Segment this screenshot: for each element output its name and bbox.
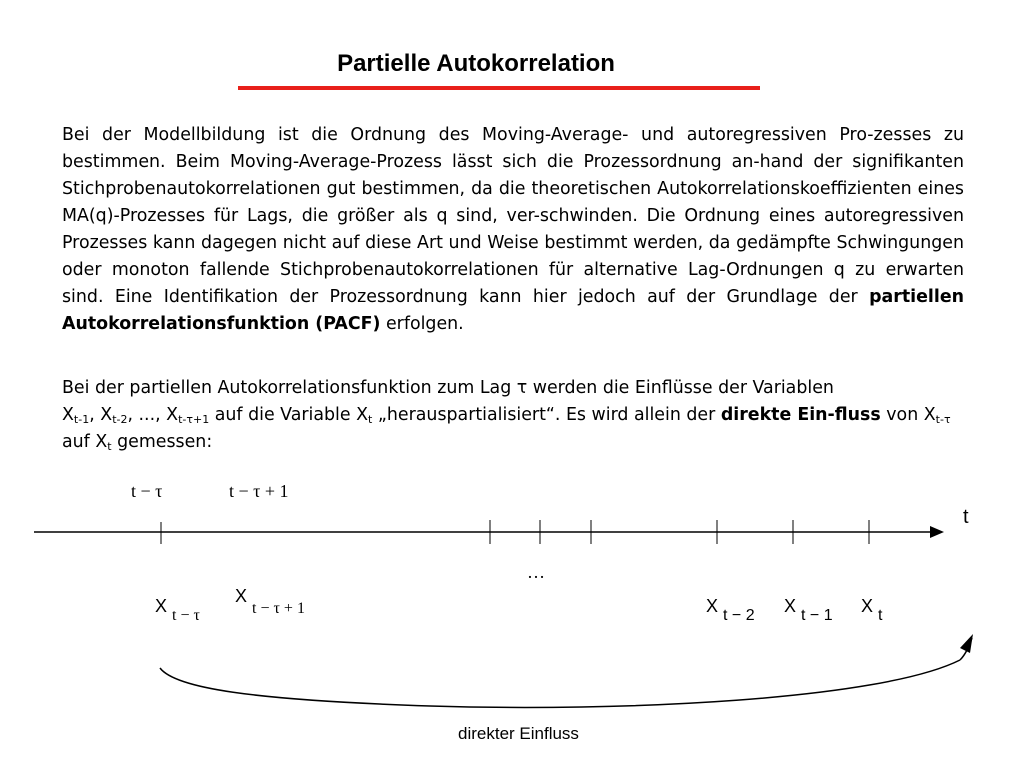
p2-sub-4: t <box>368 413 373 426</box>
p2-text-4: von X <box>880 405 936 425</box>
p2-sub-1: t-1 <box>73 413 90 426</box>
var-label-x-t-minus-tau <box>155 596 200 624</box>
var-sub: t − 2 <box>723 607 755 624</box>
var-x: X <box>706 596 719 616</box>
p2-text-6: gemessen: <box>111 432 213 452</box>
top-label-t-minus-tau: t − τ <box>131 481 163 501</box>
var-x: X <box>155 596 168 616</box>
p2-text-2: auf die Variable X <box>209 405 369 425</box>
ellipsis: … <box>527 562 545 582</box>
direct-influence-arc <box>160 660 960 707</box>
p2-sub-5: t-τ <box>935 413 951 426</box>
p2-sub-6: t <box>107 440 112 453</box>
p2-sep-2: , ..., X <box>127 405 179 425</box>
page-title: Partielle Autokorrelation <box>337 50 615 77</box>
var-label-x-t <box>861 596 883 624</box>
p2-text-1: Bei der partiellen Autokorrelationsfunktion zum Lag τ werden die Einflüsse der Variablen <box>62 378 834 398</box>
var-sub: t <box>878 607 883 624</box>
var-x: X <box>235 586 248 606</box>
var-label-x-t-minus-tau-plus-1 <box>235 586 305 617</box>
var-x: X <box>861 596 874 616</box>
var-sub: t − 1 <box>801 607 833 624</box>
arc-label: direkter Einfluss <box>458 724 579 743</box>
time-axis-arrowhead <box>930 526 944 538</box>
p2-x: X <box>62 405 74 425</box>
var-sub: t − τ <box>172 607 200 624</box>
axis-label-t: t <box>963 506 969 528</box>
paragraph-intro-bold: partiellen Autokorrelationsfunktion (PACF) <box>62 287 964 334</box>
p2-text-5: auf X <box>62 432 108 452</box>
p2-sep-1: , X <box>89 405 113 425</box>
var-x: X <box>784 596 797 616</box>
p2-sub-2: t-2 <box>112 413 128 426</box>
paragraph-intro-text: Bei der Modellbildung ist die Ordnung des Moving-Average- und autoregressiven Pro-zesses zu bestimmen. Beim Moving-Average-Prozess lässt sich die Prozessordnung an-hand der signifikanten Stichprobenautokorrelationen gut bestimmen, da die theoretischen Autokorrelationskoeffizienten eines MA(q)-Prozesses für Lags, die größer als q sind, ver-schwinden. Die Ordnung eines autoregressiven Prozesses kann dagegen nicht auf diese Art und Weise bestimmt werden, da gedämpfte Schwingungen oder monoton fallende Stichprobenautokorrelationen für alternative Lag-Ordnungen q zu erwarten sind. Eine Identifikation der Prozessordnung kann hier jedoch auf der Grundlage der <box>62 125 964 307</box>
var-label-x-t-minus-1 <box>784 596 833 624</box>
p2-bold: direkte Ein-fluss <box>720 405 881 425</box>
paragraph-intro-tail: erfolgen. <box>380 314 464 334</box>
var-label-x-t-minus-2 <box>706 596 755 624</box>
p2-sub-3: t-τ+1 <box>178 413 210 426</box>
var-sub: t − τ + 1 <box>252 600 305 617</box>
top-label-t-minus-tau-plus-1: t − τ + 1 <box>229 481 289 501</box>
p2-text-3: „herauspartialisiert“. Es wird allein der <box>372 405 721 425</box>
